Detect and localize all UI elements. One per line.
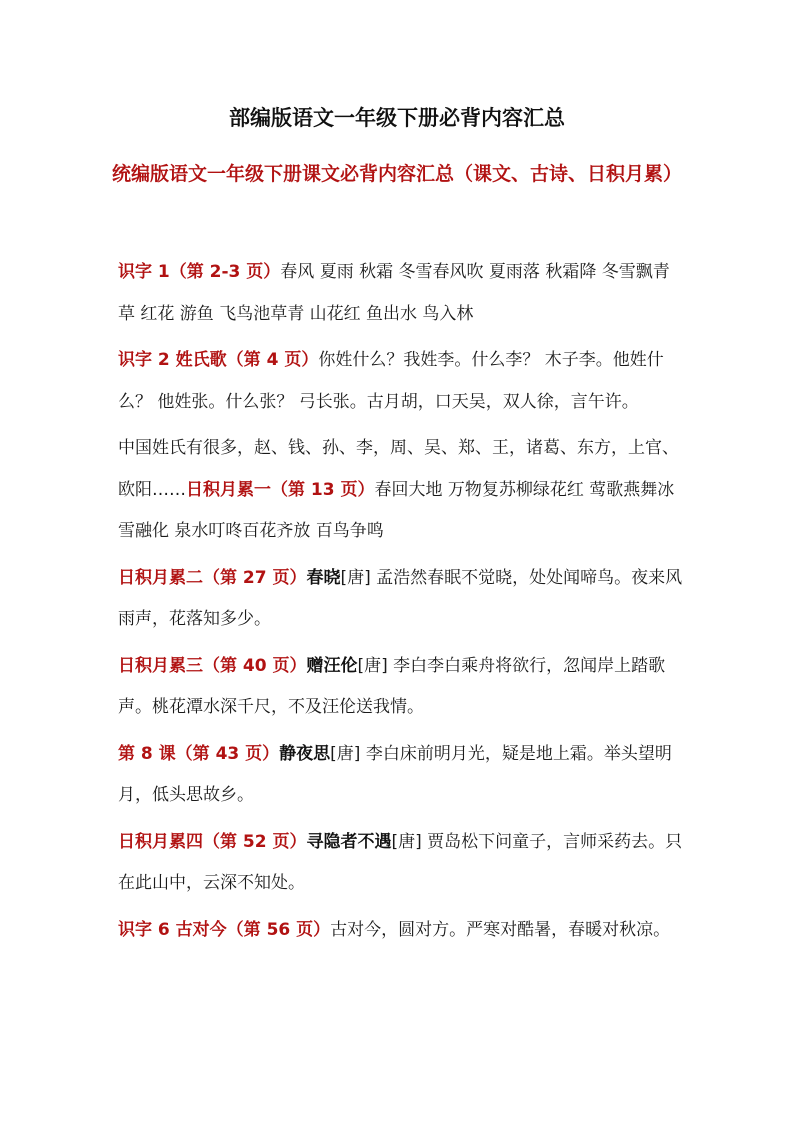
recitation-text: 你姓什么？我姓李。什么李？ 木子李。他姓什么？ 他姓张。什么张？ 弓长张。古月胡，口天吴，双人徐，言午许。: [118, 350, 664, 412]
paragraph-riji-4: [118, 822, 684, 905]
section-heading: 日积月累一（第 13 页）: [186, 479, 375, 500]
recitation-text: 春回大地 万物复苏柳绿花红 莺歌燕舞冰雪融化 泉水叮咚百花齐放 百鸟争鸣: [118, 479, 675, 541]
paragraph-shizi-6: [118, 910, 684, 952]
section-heading: 识字 2 姓氏歌（第 4 页）: [118, 350, 319, 370]
section-heading: 识字 6 古对今（第 56 页）: [118, 919, 331, 940]
poem-text: [唐] 贾岛松下问童子，言师采药去。只在此山中，云深不知处。: [118, 831, 683, 893]
poem-title: 春晓: [306, 567, 341, 588]
poem-title: 静夜思: [279, 743, 331, 764]
paragraph-shizi-2: [118, 340, 684, 423]
page-subtitle: 统编版语文一年级下册课文必背内容汇总（课文、古诗、日积月累）: [111, 163, 682, 185]
section-heading: 日积月累四（第 52 页）: [118, 831, 307, 852]
paragraph-lesson-8: [118, 734, 684, 817]
poem-text: [唐] 孟浩然春眠不觉晓，处处闻啼鸟。夜来风雨声，花落知多少。: [118, 567, 683, 629]
recitation-text: 春风 夏雨 秋霜 冬雪春风吹 夏雨落 秋霜降 冬雪飘青草 红花 游鱼 飞鸟池草青 山花红 鱼出水 鸟入林: [118, 262, 670, 324]
recitation-text: 中国姓氏有很多，赵、钱、孙、李，周、吴、郑、王，诸葛、东方，上官、欧阳……: [118, 438, 679, 500]
content-body: [118, 252, 684, 956]
section-heading: 日积月累二（第 27 页）: [118, 567, 307, 588]
poem-text: [唐] 李白李白乘舟将欲行，忽闻岸上踏歌声。桃花潭水深千尺，不及汪伦送我情。: [118, 655, 666, 717]
poem-text: [唐] 李白床前明月光，疑是地上霜。举头望明月，低头思故乡。: [118, 743, 672, 805]
paragraph-riji-3: [118, 646, 684, 729]
poem-title: 赠汪伦: [306, 655, 358, 676]
section-heading: 日积月累三（第 40 页）: [118, 655, 307, 676]
section-heading: 第 8 课（第 43 页）: [118, 743, 280, 764]
page-title: 部编版语文一年级下册必背内容汇总: [229, 106, 565, 130]
recitation-text: 古对今，圆对方。严寒对酷暑，春暖对秋凉。: [330, 919, 671, 940]
paragraph-surnames-and-riji-1: [118, 428, 684, 553]
paragraph-shizi-1: [118, 252, 684, 335]
section-heading: 识字 1（第 2-3 页）: [118, 262, 281, 282]
poem-title: 寻隐者不遇: [306, 831, 392, 852]
paragraph-riji-2: [118, 558, 684, 641]
